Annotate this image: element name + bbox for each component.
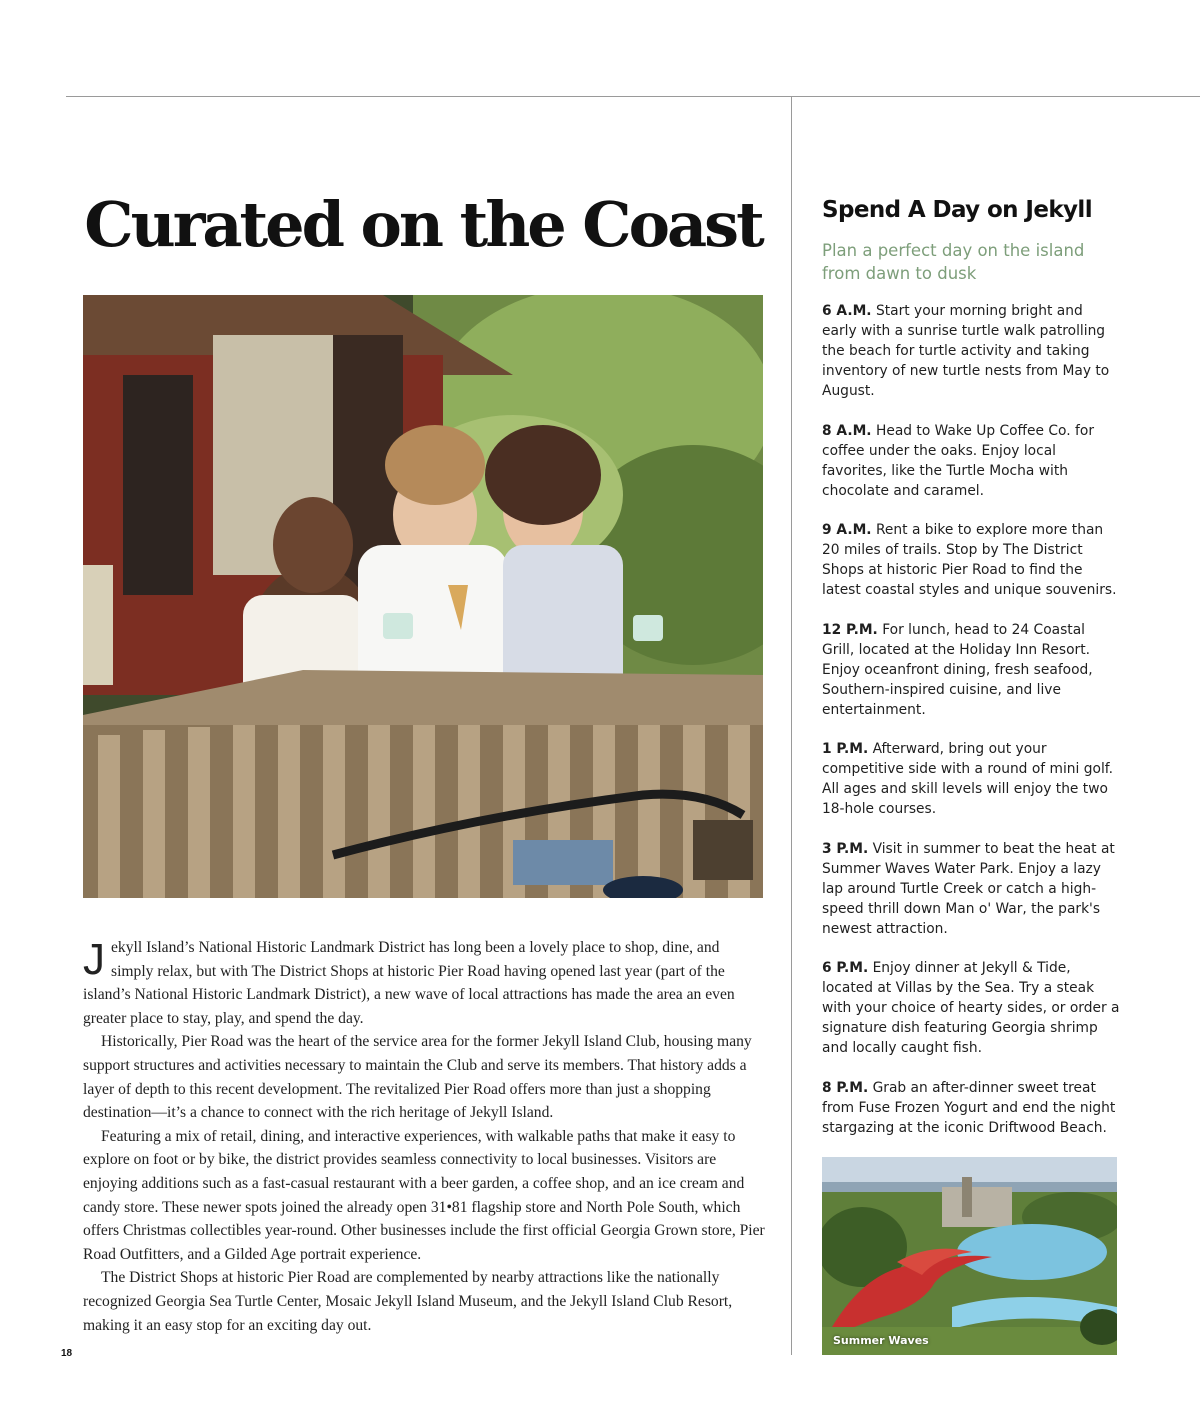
sidebar-subtitle: Plan a perfect day on the island from dawn to dusk — [822, 241, 1085, 283]
entry-time: 9 A.M. — [822, 522, 872, 538]
entry-text: Start your morning bright and early with a sunrise turtle walk patrolling the beach for turtle activity and taking inventory of new turtle nests from May to August. — [822, 303, 1110, 399]
entry-text: Visit in summer to beat the heat at Summer Waves Water Park. Enjoy a lazy lap around Turtle Creek or catch a high-speed thrill down Man o' War, the park's newest attraction. — [822, 840, 1115, 937]
article-body — [83, 936, 765, 1337]
entry-time: 6 P.M. — [822, 960, 869, 976]
article-paragraph: Historically, Pier Road was the heart of the service area for the former Jekyll Island Club, housing many support structures and activities necessary to maintain the Club and serve its members. That history adds a layer of depth to this recent development. The revitalized Pier Road offers more than just a shopping destination—it’s a chance to connect with the rich heritage of Jekyll Island. — [83, 1033, 752, 1122]
entry-text: For lunch, head to 24 Coastal Grill, located at the Holiday Inn Resort. Enjoy oceanfront dining, fresh seafood, Southern-inspired cuisine, and live entertainment. — [822, 621, 1093, 718]
water-park-photo — [822, 1157, 1117, 1355]
page-number: 18 — [61, 1348, 73, 1359]
page-title: Curated on the Coast — [84, 188, 762, 261]
schedule-entry — [822, 620, 1120, 720]
entry-text: Afterward, bring out your competitive side with a round of mini golf. All ages and skill levels will enjoy the two 18-hole courses. — [822, 741, 1114, 817]
entry-time: 3 P.M. — [822, 840, 869, 857]
hero-photo — [83, 295, 763, 898]
entry-time: 12 P.M. — [822, 621, 878, 638]
schedule-entry — [822, 958, 1120, 1058]
entry-text: Head to Wake Up Coffee Co. for coffee under the oaks. Enjoy local favorites, like the Turtle Mocha with chocolate and caramel. — [822, 422, 1094, 499]
article-paragraph — [83, 936, 765, 1030]
schedule-entry — [822, 421, 1120, 501]
entry-time: 8 P.M. — [822, 1079, 869, 1096]
entry-time: 8 A.M. — [822, 422, 872, 439]
column-divider — [791, 97, 792, 1355]
schedule-entry — [822, 301, 1120, 401]
schedule-entry — [822, 839, 1120, 939]
schedule-entry — [822, 1078, 1120, 1138]
article-paragraph: Featuring a mix of retail, dining, and interactive experiences, with walkable paths that make it easy to explore on foot or by bike, the district provides seamless connectivity to local businesses. Visitors are enjoying additions such as a fast-casual restaurant with a beer garden, a coffee shop, and an ice cream and candy store. These newer spots joined the already open 31•81 flagship store and North Pole South, which offers Christmas collectibles year-round. Other businesses include the first official Georgia Grown store, Pier Road Outfitters, and a Gilded Age portrait experience. — [83, 1127, 765, 1263]
sidebar — [822, 193, 1120, 1157]
top-rule — [66, 96, 1200, 97]
sidebar-title: Spend A Day on Jekyll — [822, 197, 1092, 223]
article-paragraph: The District Shops at historic Pier Road are complemented by nearby attractions like the nationally recognized Georgia Sea Turtle Center, Mosaic Jekyll Island Museum, and the Jekyll Island Club Resort, making it an easy stop for an exciting day out. — [83, 1269, 733, 1334]
entry-text: Enjoy dinner at Jekyll & Tide, located at Villas by the Sea. Try a steak with your choice of hearty sides, or order a signature dish featuring Georgia shrimp and locally caught fish. — [822, 960, 1120, 1056]
paragraph-text: ekyll Island’s National Historic Landmark District has long been a lovely place to shop, dine, and simply relax, but with The District Shops at historic Pier Road having opened last year (part of the island’s National Historic Landmark District), a new wave of local attractions has made the area an even greater place to stay, play, and spend the day. — [83, 939, 735, 1027]
entry-text: Grab an after-dinner sweet treat from Fuse Frozen Yogurt and end the night stargazing at the iconic Driftwood Beach. — [822, 1079, 1116, 1136]
drop-cap: J — [83, 935, 105, 984]
entry-time: 1 P.M. — [822, 741, 869, 757]
schedule-entry — [822, 520, 1120, 600]
entry-text: Rent a bike to explore more than 20 miles of trails. Stop by The District Shops at historic Pier Road to find the latest coastal styles and unique souvenirs. — [822, 522, 1117, 598]
schedule-entry — [822, 739, 1120, 819]
entry-time: 6 A.M. — [822, 303, 872, 319]
photo-caption: Summer Waves — [833, 1334, 929, 1347]
